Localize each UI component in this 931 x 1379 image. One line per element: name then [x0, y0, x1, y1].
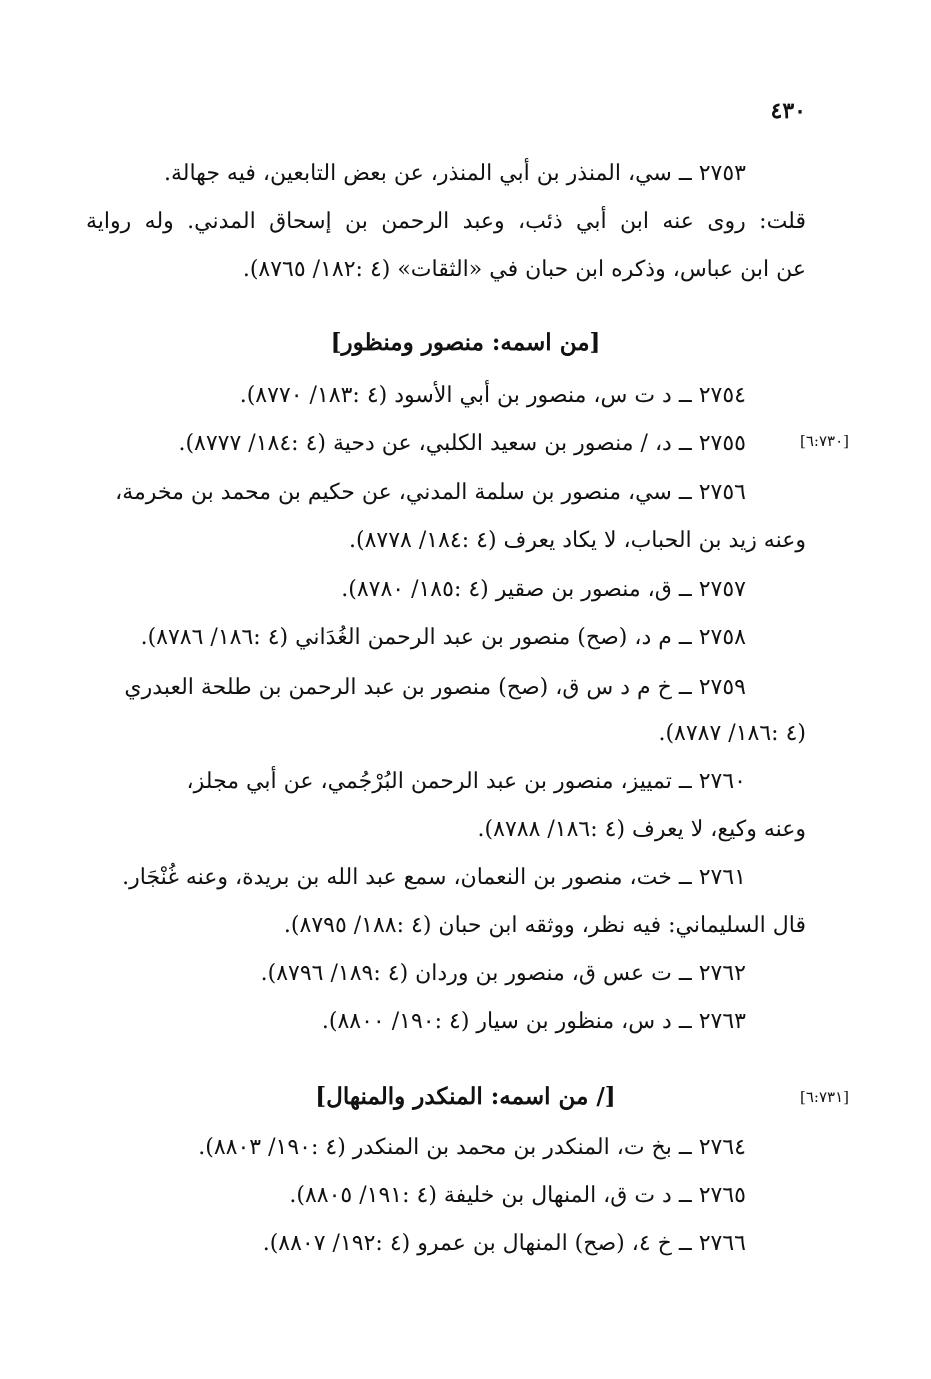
entry-2760-line-2: وعنه وكيع، لا يعرف (٤ :١٨٦/ ٨٧٨٨). — [477, 817, 806, 842]
entry-2753-line-1: ٢٧٥٣ ــ سي، المنذر بن أبي المنذر، عن بعض التابعين، فيه جهالة. — [163, 161, 746, 186]
entry-2756-line-2: وعنه زيد بن الحباب، لا يكاد يعرف (٤ :١٨٤/ ٨٧٧٨). — [349, 528, 806, 553]
entry-2759-line-2: (٤ :١٨٦/ ٨٧٨٧). — [658, 721, 806, 746]
entry-2766: ٢٧٦٦ ــ خ ٤، (صح) المنهال بن عمرو (٤ :١٩٢/ ٨٨٠٧). — [262, 1231, 746, 1256]
section-heading-mansur: [من اسمه: منصور ومنظور] — [330, 329, 601, 356]
entry-2756-line-1: ٢٧٥٦ ــ سي، منصور بن سلمة المدني، عن حكيم بن محمد بن مخرمة، — [115, 480, 746, 505]
entry-2763: ٢٧٦٣ ــ د س، منظور بن سيار (٤ :١٩٠/ ٨٨٠٠). — [321, 1009, 746, 1034]
margin-ref-731: [٦:٧٣١] — [800, 1088, 849, 1106]
entry-2765: ٢٧٦٥ ــ د ت ق، المنهال بن خليفة (٤ :١٩١/ ٨٨٠٥). — [289, 1183, 746, 1208]
entry-2764: ٢٧٦٤ ــ بخ ت، المنكدر بن محمد بن المنكدر (٤ :١٩٠/ ٨٨٠٣). — [198, 1135, 746, 1160]
entry-2761-line-1: ٢٧٦١ ــ خت، منصور بن النعمان، سمع عبد الله بن بريدة، وعنه غُنْجَار. — [122, 865, 746, 890]
entry-2757: ٢٧٥٧ ــ ق، منصور بن صقير (٤ :١٨٥/ ٨٧٨٠). — [341, 577, 746, 602]
entry-2753-line-2: قلت: روى عنه ابن أبي ذئب، وعبد الرحمن بن إسحاق المدني. وله رواية — [86, 209, 806, 234]
entry-2753-line-3: عن ابن عباس، وذكره ابن حبان في «الثقات» (٤ :١٨٢/ ٨٧٦٥). — [242, 257, 806, 282]
entry-2758: ٢٧٥٨ ــ م د، (صح) منصور بن عبد الرحمن الغُدَاني (٤ :١٨٦/ ٨٧٨٦). — [140, 625, 746, 650]
entry-2762: ٢٧٦٢ ــ ت عس ق، منصور بن وردان (٤ :١٨٩/ ٨٧٩٦). — [260, 961, 746, 986]
entry-2760-line-1: ٢٧٦٠ ــ تمييز، منصور بن عبد الرحمن البُرْجُمي، عن أبي مجلز، — [186, 769, 746, 794]
section-heading-munkadir: [/ من اسمه: المنكدر والمنهال] — [315, 1083, 616, 1110]
entry-2754: ٢٧٥٤ ــ د ت س، منصور بن أبي الأسود (٤ :١٨٣/ ٨٧٧٠). — [239, 383, 746, 408]
page-number: ٤٣٠ — [770, 98, 806, 124]
margin-ref-730: [٦:٧٣٠] — [800, 432, 849, 450]
entry-2759-line-1: ٢٧٥٩ ــ خ م د س ق، (صح) منصور بن عبد الرحمن بن طلحة العبدري — [124, 675, 746, 700]
entry-2761-line-2: قال السليماني: فيه نظر، ووثقه ابن حبان (٤ :١٨٨/ ٨٧٩٥). — [283, 913, 806, 938]
entry-2755: ٢٧٥٥ ــ د، / منصور بن سعيد الكلبي، عن دحية (٤ :١٨٤/ ٨٧٧٧). — [178, 431, 746, 456]
